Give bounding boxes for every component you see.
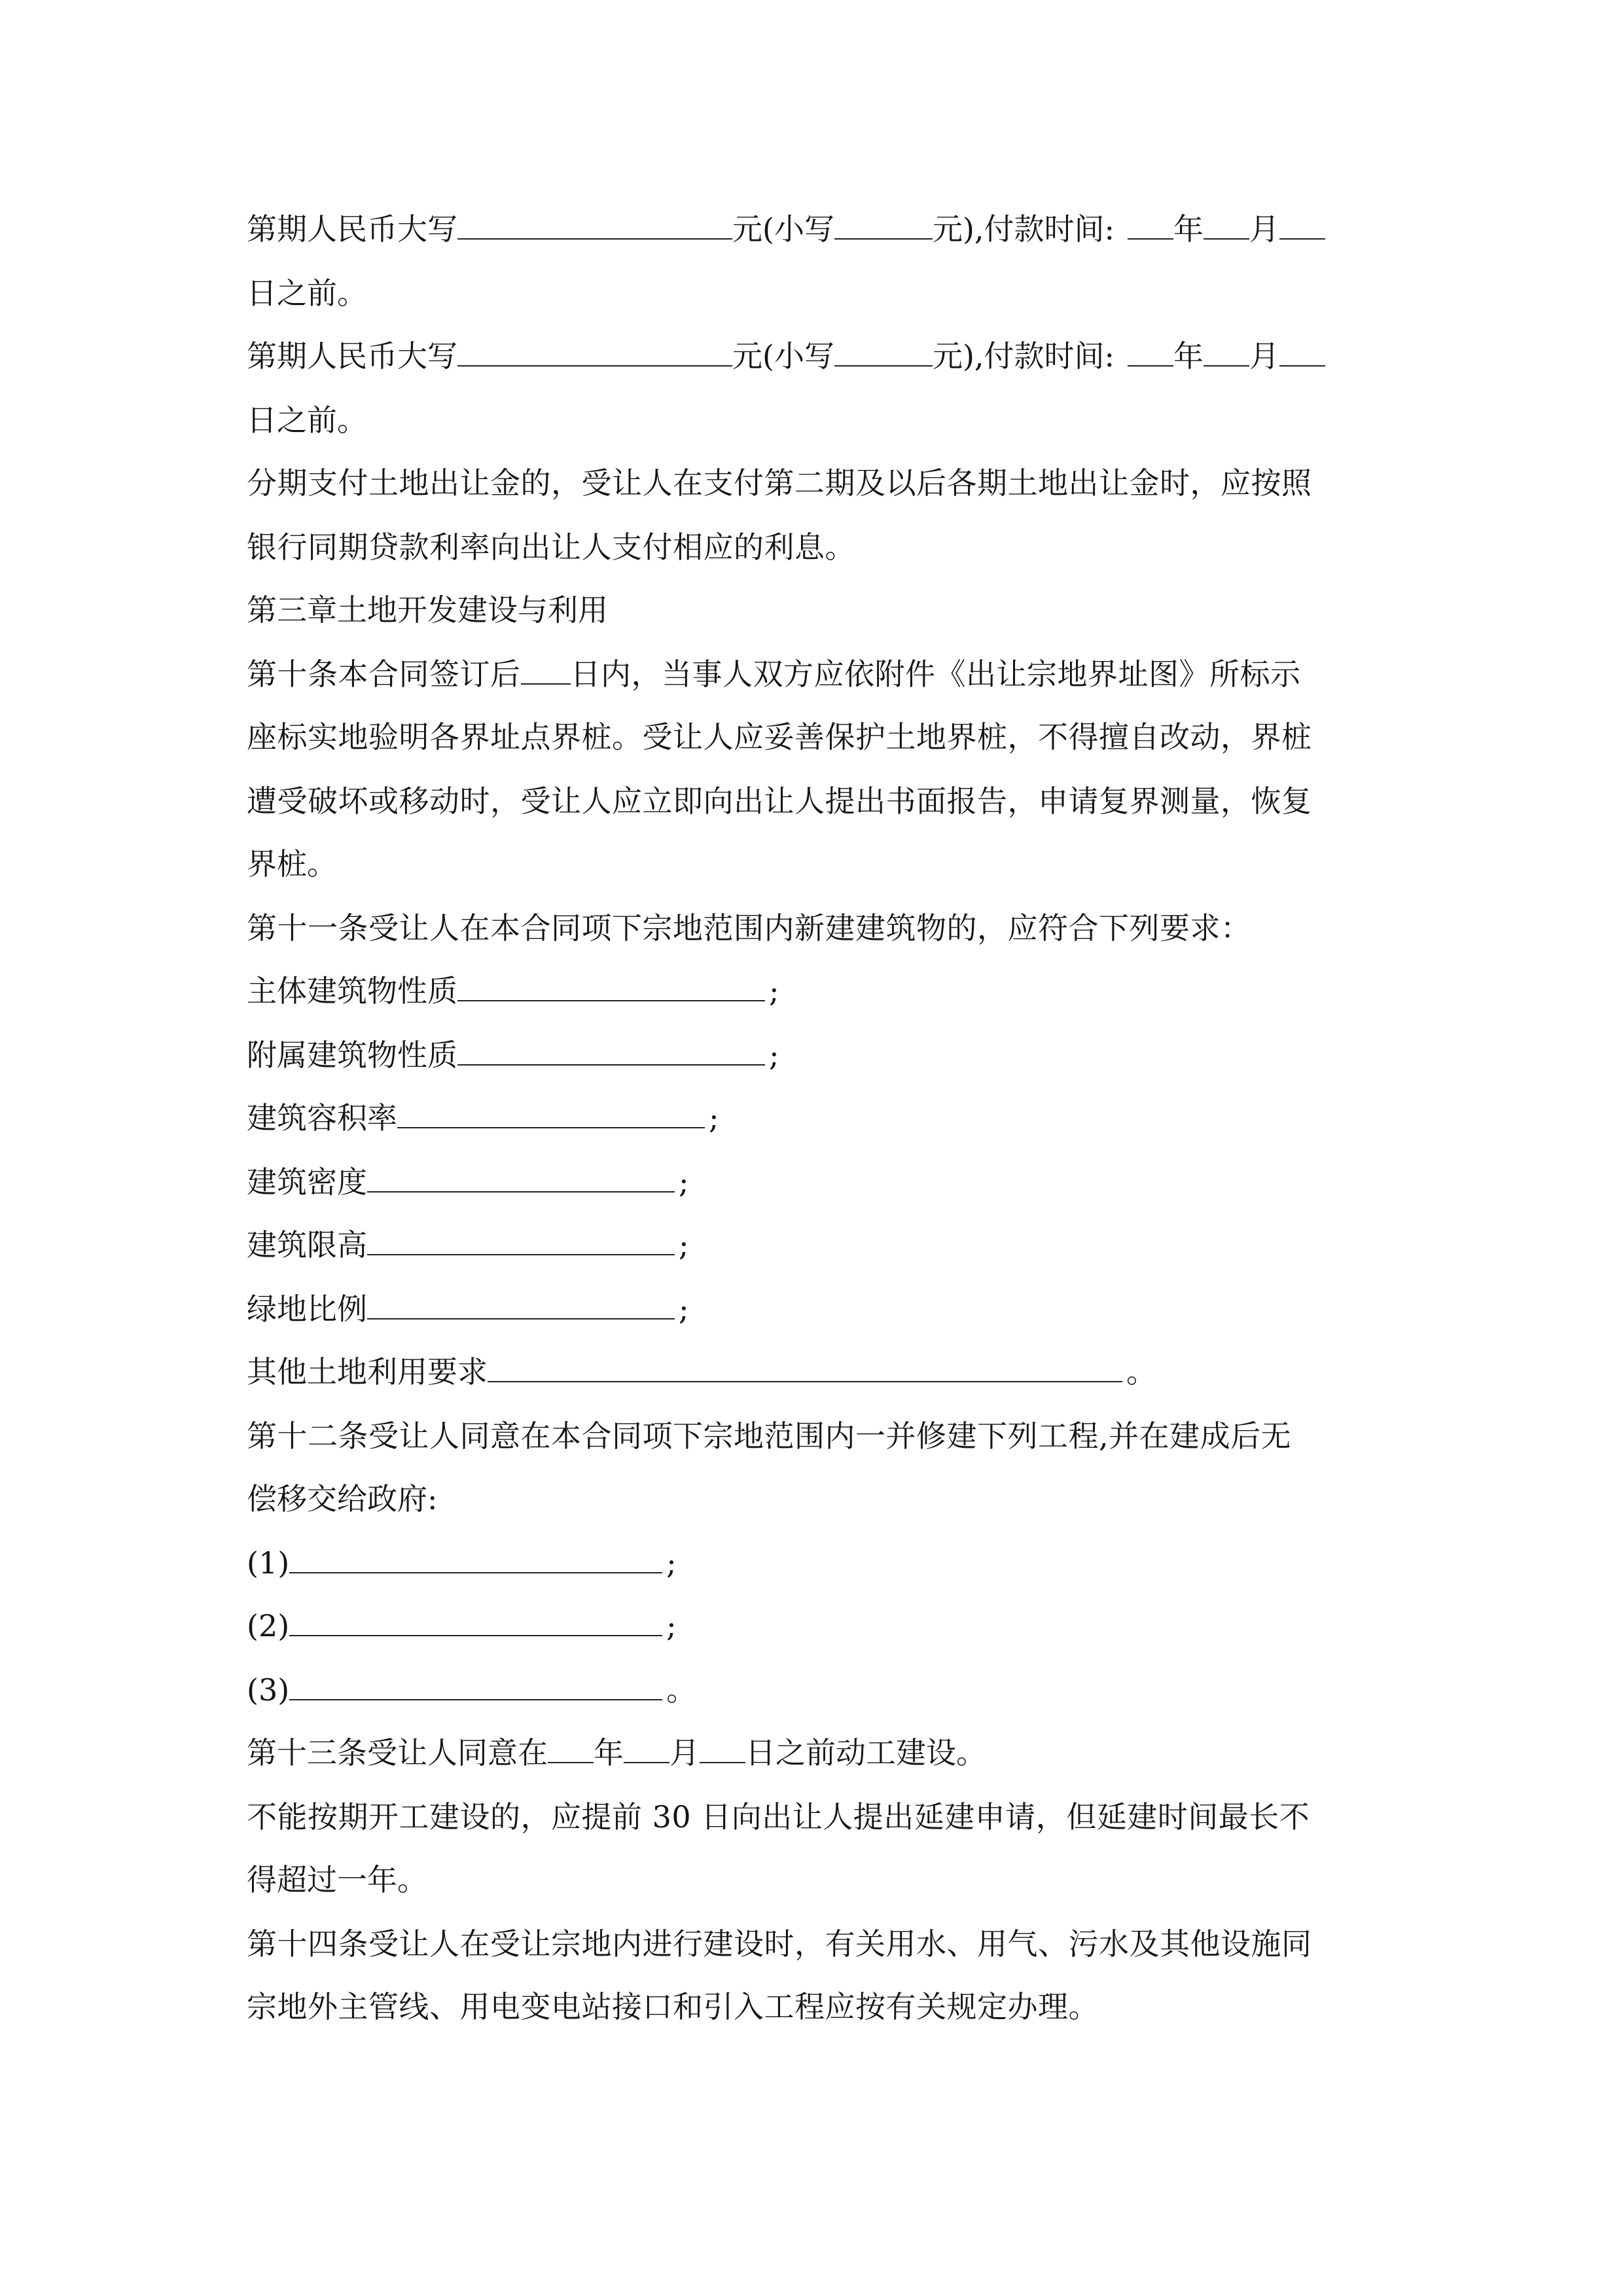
payment-text-c: 元),付款时间:	[932, 211, 1115, 247]
days-blank	[521, 653, 571, 685]
article-11-item	[247, 970, 779, 1012]
payment-line-1	[247, 208, 1325, 250]
amount-digits-blank	[834, 208, 933, 240]
item-blank	[367, 1224, 675, 1255]
item-label: 附属建筑物性质	[247, 1037, 457, 1073]
payment-line-2	[247, 335, 1325, 377]
item-end: 。	[1126, 1354, 1156, 1390]
article-13-prefix: 第十三条受让人同意在	[247, 1735, 548, 1770]
month-label: 月	[1249, 338, 1280, 374]
month-label: 月	[669, 1735, 700, 1770]
item-blank	[367, 1288, 675, 1319]
item-end: ;	[709, 1100, 719, 1136]
article-11-item	[247, 1034, 779, 1076]
article-10-line-2: 座标实地验明各界址点界桩。受让人应妥善保护土地界桩，不得擅自改动，界桩	[247, 719, 1312, 755]
article-11-item	[247, 1351, 1156, 1393]
article-11-item	[247, 1161, 689, 1203]
article-12-item	[247, 1669, 696, 1711]
article-10-line-3: 遭受破坏或移动时，受让人应立即向出让人提出书面报告，申请复界测量，恢复	[247, 783, 1312, 819]
item-label: 主体建筑物性质	[247, 973, 457, 1009]
year-label: 年	[1173, 338, 1204, 374]
amount-digits-blank	[834, 335, 933, 367]
item-label: 建筑密度	[247, 1164, 367, 1200]
item-end: ;	[769, 973, 779, 1009]
article-14-line-2: 宗地外主管线、用电变电站接口和引入工程应按有关规定办理。	[247, 1989, 1099, 2024]
chapter-3-title: 第三章土地开发建设与利用	[247, 592, 608, 628]
item-blank	[397, 1097, 705, 1128]
day-blank	[700, 1732, 745, 1763]
article-10-suffix: 日内，当事人双方应依附件《出让宗地界址图》所标示	[570, 656, 1301, 692]
article-10-line-1	[247, 653, 1301, 695]
article-12-item	[247, 1542, 677, 1584]
article-13-suffix: 日之前动工建设。	[745, 1735, 986, 1770]
item-end: ;	[666, 1545, 677, 1581]
month-blank	[624, 1732, 669, 1763]
article-11-item	[247, 1224, 689, 1266]
article-10-prefix: 第十条本合同签订后	[247, 656, 521, 692]
item-blank	[457, 1034, 765, 1066]
article-10-line-4: 界桩。	[247, 846, 337, 882]
payment-text-c: 元),付款时间:	[932, 338, 1115, 374]
interest-para-line-1: 分期支付土地出让金的，受让人在支付第二期及以后各期土地出让金时，应按照	[247, 465, 1312, 501]
item-end: 。	[666, 1672, 697, 1708]
amount-words-blank	[457, 335, 732, 367]
item-end: ;	[769, 1037, 779, 1073]
month-label: 月	[1249, 211, 1280, 247]
item-end: ;	[679, 1164, 689, 1200]
item-label: (1)	[247, 1545, 290, 1581]
item-blank	[367, 1161, 675, 1193]
item-blank	[289, 1542, 662, 1573]
interest-para-line-2: 银行同期贷款利率向出让人支付相应的利息。	[247, 529, 855, 565]
article-11-item	[247, 1097, 719, 1139]
item-end: ;	[679, 1227, 689, 1263]
item-label: (2)	[247, 1608, 290, 1643]
article-13-line-1	[247, 1732, 986, 1774]
payment-text-a: 第期人民币大写	[247, 338, 457, 374]
article-13-delay-line-2: 得超过一年。	[247, 1862, 427, 1897]
day-blank	[1279, 335, 1325, 367]
article-11-intro: 第十一条受让人在本合同项下宗地范围内新建建筑物的，应符合下列要求：	[247, 910, 1251, 946]
day-before-text: 日之前。	[247, 276, 367, 311]
article-12-line-1: 第十二条受让人同意在本合同项下宗地范围内一并修建下列工程,并在建成后无	[247, 1418, 1292, 1454]
month-blank	[1204, 335, 1249, 367]
month-blank	[1204, 208, 1249, 240]
year-blank	[1128, 208, 1173, 240]
item-end: ;	[679, 1291, 689, 1327]
year-label: 年	[1173, 211, 1204, 247]
day-blank	[1279, 208, 1325, 240]
item-blank	[289, 1669, 662, 1700]
article-12-line-2: 偿移交给政府:	[247, 1481, 438, 1516]
article-12-item	[247, 1605, 677, 1647]
item-blank	[289, 1605, 662, 1636]
payment-text-b: 元(小写	[732, 338, 834, 374]
year-blank	[1128, 335, 1173, 367]
article-11-item	[247, 1288, 689, 1330]
payment-text-a: 第期人民币大写	[247, 211, 457, 247]
year-blank	[548, 1732, 594, 1763]
payment-line-1-end	[247, 272, 367, 314]
item-label: 绿地比例	[247, 1291, 367, 1327]
payment-text-b: 元(小写	[732, 211, 834, 247]
article-14-line-1: 第十四条受让人在受让宗地内进行建设时，有关用水、用气、污水及其他设施同	[247, 1926, 1312, 1962]
item-end: ;	[666, 1608, 677, 1643]
item-blank	[457, 970, 765, 1001]
item-label: 建筑限高	[247, 1227, 367, 1263]
year-label: 年	[594, 1735, 624, 1770]
article-13-delay-line-1: 不能按期开工建设的，应提前 30 日向出让人提出延建申请，但延建时间最长不	[247, 1799, 1310, 1835]
amount-words-blank	[457, 208, 732, 240]
item-label: 建筑容积率	[247, 1100, 397, 1136]
item-label: (3)	[247, 1672, 290, 1708]
day-before-text: 日之前。	[247, 403, 367, 438]
item-blank	[488, 1351, 1122, 1382]
item-label: 其他土地利用要求	[247, 1354, 488, 1390]
payment-line-2-end	[247, 399, 367, 441]
